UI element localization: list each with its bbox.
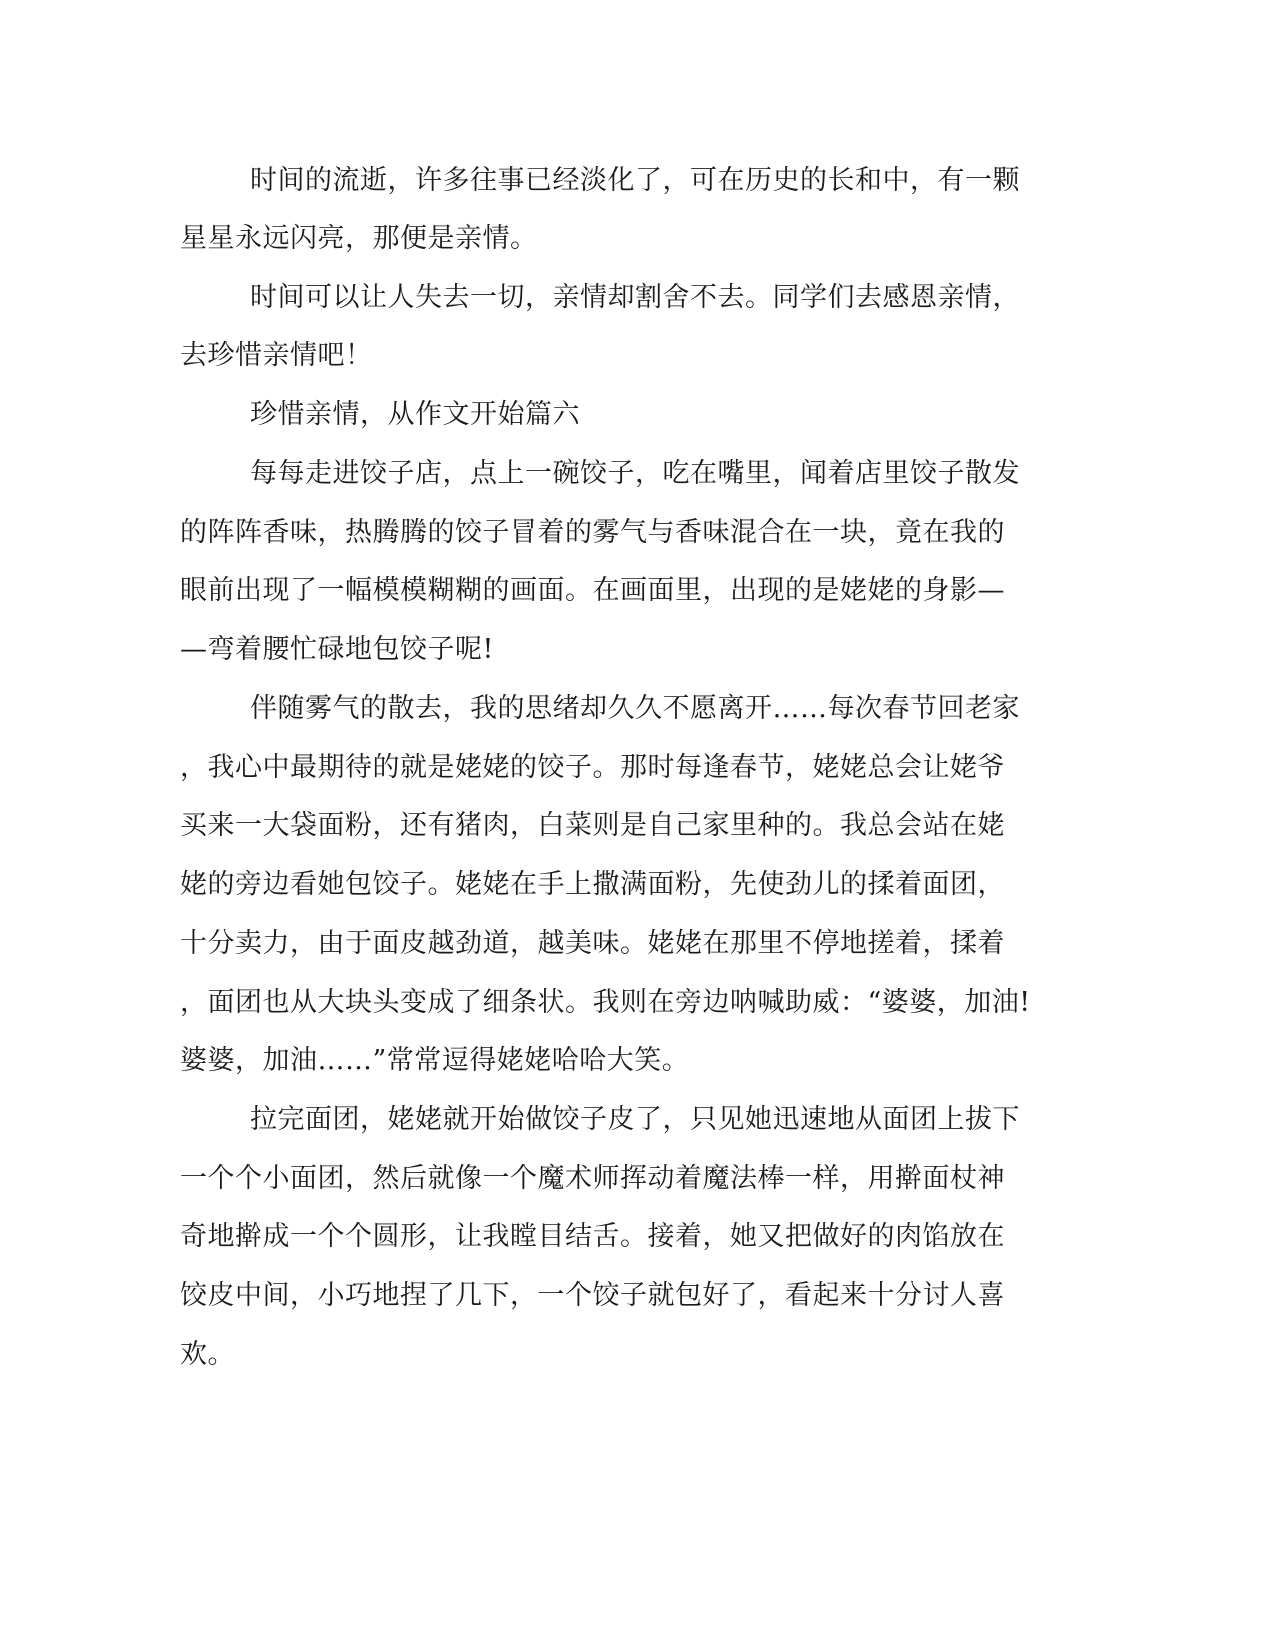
text-line: —弯着腰忙碌地包饺子呢! <box>180 634 494 665</box>
text-line: 一个个小面团，然后就像一个魔术师挥动着魔法棒一样，用擀面杖神 <box>180 1163 1005 1194</box>
text-line: 婆婆，加油……”常常逗得姥姥哈哈大笑。 <box>180 1045 690 1076</box>
text-line: 姥的旁边看她包饺子。姥姥在手上撒满面粉，先使劲儿的揉着面团， <box>180 869 1005 900</box>
section-heading: 珍惜亲情，从作文开始篇六 <box>250 399 580 430</box>
text-line: 拉完面团，姥姥就开始做饺子皮了，只见她迅速地从面团上拔下 <box>250 1104 1020 1135</box>
text-line: 时间的流逝，许多往事已经淡化了，可在历史的长和中，有一颗 <box>250 165 1020 196</box>
text-line: 十分卖力，由于面皮越劲道，越美味。姥姥在那里不停地搓着，揉着 <box>180 928 1005 959</box>
text-line: 去珍惜亲情吧！ <box>180 340 373 371</box>
text-line: 奇地擀成一个个圆形，让我瞠目结舌。接着，她又把做好的肉馅放在 <box>180 1221 1005 1252</box>
text-line: 买来一大袋面粉，还有猪肉，白菜则是自己家里种的。我总会站在姥 <box>180 810 1005 841</box>
text-line: 星星永远闪亮，那便是亲情。 <box>180 223 538 254</box>
text-line: 时间可以让人失去一切，亲情却割舍不去。同学们去感恩亲情， <box>250 282 1020 313</box>
text-line: ，面团也从大块头变成了细条状。我则在旁边呐喊助威：“婆婆，加油! <box>180 987 1031 1018</box>
text-line: 伴随雾气的散去，我的思绪却久久不愿离开……每次春节回老家 <box>250 693 1020 724</box>
text-line: 欢。 <box>180 1339 235 1370</box>
text-line: 的阵阵香味，热腾腾的饺子冒着的雾气与香味混合在一块，竟在我的 <box>180 517 1005 548</box>
text-line: 眼前出现了一幅模模糊糊的画面。在画面里，出现的是姥姥的身影— <box>180 575 1005 606</box>
text-line: ，我心中最期待的就是姥姥的饺子。那时每逢春节，姥姥总会让姥爷 <box>180 752 1005 783</box>
text-line: 饺皮中间，小巧地捏了几下，一个饺子就包好了，看起来十分讨人喜 <box>180 1280 1005 1311</box>
text-line: 每每走进饺子店，点上一碗饺子，吃在嘴里，闻着店里饺子散发 <box>250 458 1020 489</box>
